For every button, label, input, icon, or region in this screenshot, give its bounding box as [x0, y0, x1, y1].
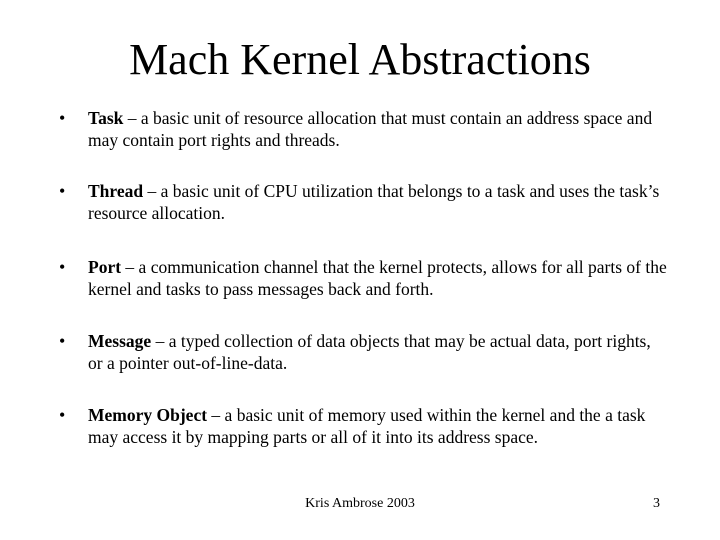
bullet-text: [88, 330, 668, 374]
bullet-icon: •: [59, 405, 66, 425]
bullet-text: [88, 404, 668, 448]
bullet-description: – a typed collection of data objects that may be actual data, port rights, or a pointer out-of-line-data.: [88, 331, 651, 373]
slide-title: Mach Kernel Abstractions: [129, 35, 591, 84]
bullet-term: Task: [88, 108, 124, 128]
bullet-text: [88, 256, 668, 300]
bullet-icon: •: [59, 108, 66, 128]
bullet-icon: •: [59, 331, 66, 351]
bullet-icon: •: [59, 257, 66, 277]
bullet-description: – a basic unit of resource allocation that must contain an address space and may contain port rights and threads.: [88, 108, 653, 150]
bullet-text: [88, 107, 668, 151]
bullet-description: – a basic unit of CPU utilization that belongs to a task and uses the task’s resource allocation.: [88, 181, 660, 223]
bullet-description: – a communication channel that the kernel protects, allows for all parts of the kernel and tasks to pass messages back and forth.: [88, 257, 667, 299]
bullet-description: – a basic unit of memory used within the kernel and the a task may access it by mapping parts or all of it into its address space.: [88, 405, 646, 447]
footer-author: Kris Ambrose 2003: [305, 496, 415, 511]
bullet-term: Message: [88, 331, 152, 351]
bullet-term: Port: [88, 257, 122, 277]
bullet-term: Thread: [88, 181, 144, 201]
bullet-icon: •: [59, 181, 66, 201]
bullet-text: [88, 180, 668, 224]
bullet-term: Memory Object: [88, 405, 208, 425]
page-number: 3: [653, 496, 660, 511]
